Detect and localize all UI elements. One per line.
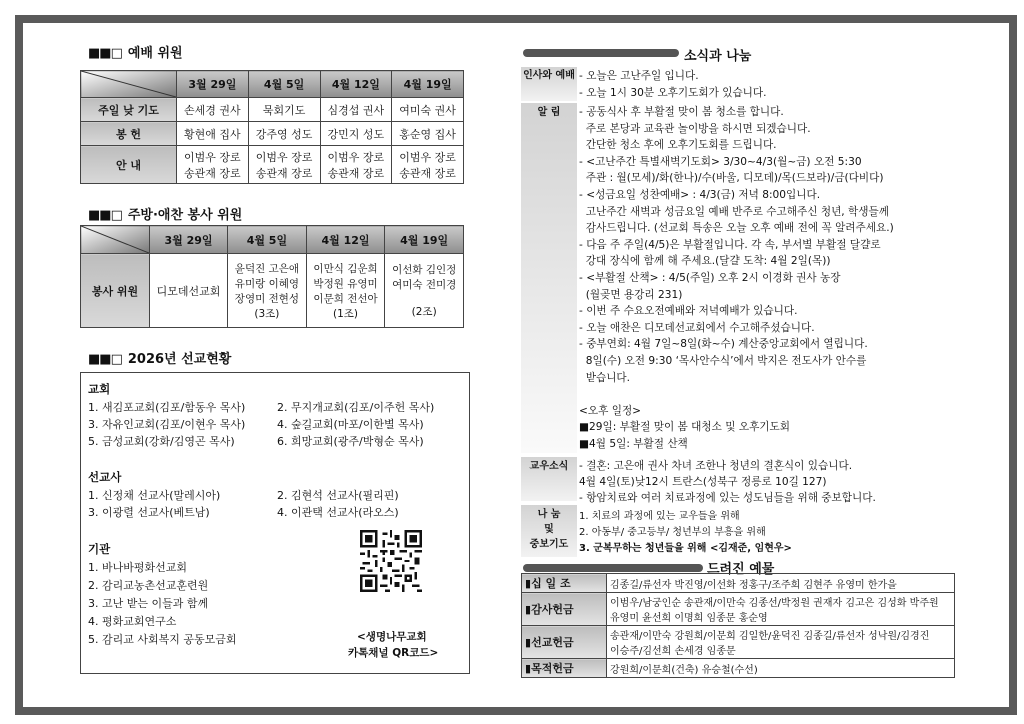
cell-line: (1조) (333, 307, 359, 320)
news-line: 3. 군복무하는 청년들을 위해 <김재준, 임현우> (579, 543, 792, 554)
date-header: 4월 5일 (248, 71, 320, 98)
notice-line: ■4월 5일: 부활절 산책 (579, 438, 688, 450)
list-item: 6. 희망교회(광주/박형순 목사) (277, 435, 424, 448)
notice-line: (월곶면 용강리 231) (579, 288, 683, 301)
notice-line: 강대 장식에 함께 해 주세요.(달걀 도착: 4월 2일(목)) (579, 255, 831, 268)
cell: 디모데선교회 (150, 254, 228, 328)
notice-line: <오후 일정> (579, 404, 642, 417)
qr-code-icon[interactable] (360, 530, 422, 592)
date-header: 4월 5일 (228, 226, 307, 254)
cell: 심경섭 권사 (320, 98, 392, 122)
cell: 손세경 권사 (177, 98, 249, 122)
cell (607, 593, 955, 626)
news-line: - 결혼: 고은애 권사 차녀 조한나 청년의 결혼식이 있습니다. (579, 460, 853, 472)
list-item: 2. 김현석 선교사(필리핀) (277, 489, 399, 502)
cell (607, 659, 955, 678)
cell (607, 574, 955, 593)
list-item: 1. 바나바평화선교회 (88, 561, 187, 574)
mission-title: ■■□ 2026년 선교현황 (88, 352, 232, 367)
row-label: 안 내 (81, 146, 177, 184)
date-header: 4월 19일 (392, 71, 464, 98)
notice-line: - 공동식사 후 부활절 맞이 봄 청소를 합니다. (579, 106, 784, 118)
list-item: 1. 신정채 선교사(말레시아) (88, 489, 221, 502)
notice-line: 주로 본당과 교육관 놀이방을 하시면 되겠습니다. (579, 122, 811, 135)
title-bar (523, 564, 703, 572)
prayer-label-line: 및 (544, 524, 554, 535)
news-line: - 항암치료와 여러 치료과정에 있는 성도님들을 위해 중보합니다. (579, 492, 876, 504)
table-corner (81, 226, 150, 254)
church-heading: 교회 (88, 382, 111, 396)
prayer-label-line: 중보기도 (529, 539, 569, 550)
news-line: - 오늘은 고난주일 입니다. (579, 70, 699, 82)
list-item: 4. 이관택 선교사(라오스) (277, 506, 399, 519)
greet-label: 인사와 예배 (521, 67, 577, 101)
cell-line: 강원희/이문희(건축) 유승철(수선) (610, 664, 758, 676)
notice-line: - 다음 주 주일(4/5)은 부활절입니다. 각 속, 부서별 부활절 달걀로 (579, 238, 881, 251)
kitchen-title: ■■□ 주방·애찬 봉사 위원 (88, 208, 243, 223)
cell-line: (2조) (411, 306, 437, 318)
notice-line: 간단한 청소 후에 오후기도회를 드립니다. (579, 139, 777, 152)
qr-caption: <생명나무교회 (357, 631, 427, 643)
list-item: 3. 자유인교회(김포/이현우 목사) (88, 418, 246, 431)
news-line: 4월 4일(토)낮12시 트란스(성북구 정릉로 10길 127) (579, 476, 827, 488)
notice-line: 주관 : 월(모세)/화(한나)/수(바울, 디모데)/목(드보라)/금(다비다) (579, 172, 884, 185)
notice-line: - <성금요일 성찬예배> : 4/3(금) 저녁 8:00입니다. (579, 189, 821, 201)
cell (320, 146, 392, 184)
cell (248, 146, 320, 184)
cell (392, 146, 464, 184)
news-line: 1. 치료의 과정에 있는 교우들을 위해 (579, 511, 740, 522)
cell: 여미숙 권사 (392, 98, 464, 122)
notice-line: 8일(수) 오전 9:30 ‘목사안수식’에서 박지은 전도사가 안수를 (579, 355, 867, 367)
list-item: 5. 감리교 사회복지 공동모금회 (88, 633, 237, 646)
cell (306, 254, 385, 328)
row-label: ▮선교헌금 (522, 626, 607, 659)
list-item: 3. 이광렬 선교사(베트남) (88, 506, 210, 519)
offering-table (521, 573, 955, 678)
cell-line: 이승주/김선희 손세경 임종문 (610, 646, 736, 657)
offering-title: 드려진 예물 (707, 562, 775, 577)
cell-line: 유영미 윤선희 이명희 임종문 홍순영 (610, 613, 768, 624)
list-item: 3. 고난 받는 이들과 함께 (88, 597, 209, 610)
cell-line: (3조) (254, 307, 280, 320)
qr-caption: 카톡채널 QR코드> (348, 647, 439, 659)
cell-line: 유미랑 이혜영 (234, 277, 299, 290)
cell: 묵회기도 (248, 98, 320, 122)
cell (228, 254, 307, 328)
row-label: ▮십 일 조 (522, 574, 607, 593)
cell-line: 장영미 전현성 (234, 292, 299, 305)
cell-line: 윤덕진 고은애 (234, 262, 299, 275)
cell-line: 송관재/이만숙 강원희/이문희 김일한/윤덕진 김종길/류선자 성낙원/김경진 (610, 631, 930, 642)
prayer-label (521, 505, 577, 557)
notice-label: 알 림 (521, 103, 577, 453)
cell-line: 김종길/류선자 박진영/이선화 정홍구/조주희 김현주 유영미 한가을 (610, 579, 897, 591)
title-bar (523, 49, 679, 57)
prayer-label-line: 나 눔 (537, 509, 561, 520)
notice-line: - <고난주간 특별새벽기도회> 3/30~4/3(월~금) 오전 5:30 (579, 155, 862, 168)
cell-line (385, 292, 463, 304)
date-header: 3월 29일 (150, 226, 228, 254)
cell-line: 송관재 장로 (327, 166, 385, 180)
notice-line: 감사드립니다. (선교회 특송은 오늘 오후 예배 전에 꼭 알려주세요.) (579, 222, 894, 235)
list-item: 4. 숲길교회(마포/이한별 목사) (277, 418, 424, 431)
kitchen-table (80, 225, 464, 328)
news-line: - 오늘 1시 30분 오후기도회가 있습니다. (579, 87, 767, 99)
cell-line: 이범우 장로 (255, 150, 313, 164)
date-header: 3월 29일 (177, 71, 249, 98)
row-label: ▮목적헌금 (522, 659, 607, 678)
cell-line: 송관재 장로 (184, 166, 241, 180)
cell: 강주영 성도 (248, 122, 320, 146)
cell-line: 이문희 전선아 (313, 292, 378, 305)
cell-line: 이만식 김운희 (313, 262, 378, 275)
missionary-heading: 선교사 (88, 470, 122, 484)
cell: 황현애 집사 (177, 122, 249, 146)
notice-line: ■29일: 부활절 맞이 봄 대청소 및 오후기도회 (579, 421, 790, 434)
list-item: 4. 평화교회연구소 (88, 615, 177, 628)
list-item: 2. 무지개교회(김포/이주헌 목사) (277, 401, 435, 414)
cell (177, 146, 249, 184)
cell-line: 박정원 유영미 (313, 277, 378, 290)
table-corner (81, 71, 177, 98)
list-item: 1. 새김포교회(김포/함동우 목사) (88, 401, 246, 414)
member-label: 교우소식 (521, 457, 577, 501)
list-item: 2. 감리교농촌선교훈련원 (88, 579, 209, 592)
worship-title: ■■□ 예배 위원 (88, 46, 183, 61)
date-header: 4월 12일 (306, 226, 385, 254)
cell-line: 이범우 장로 (399, 150, 456, 164)
row-label: 봉 헌 (81, 122, 177, 146)
row-label: ▮감사헌금 (522, 593, 607, 626)
cell-line: 송관재 장로 (399, 166, 456, 180)
news-title: 소식과 나눔 (684, 49, 752, 64)
org-heading: 기관 (88, 542, 111, 556)
cell: 강민지 성도 (320, 122, 392, 146)
news-line: 2. 아동부/ 중고등부/ 청년부의 부흥을 위해 (579, 527, 766, 538)
cell-line: 이선화 김인정 (392, 264, 457, 276)
mission-box (80, 372, 470, 674)
worship-table (80, 70, 464, 184)
notice-line: - 오늘 애찬은 디모데선교회에서 수고해주셨습니다. (579, 321, 815, 334)
cell-line: 이범우/남궁인순 송관재/이만숙 김종선/박정원 권재자 김고은 김성화 박주원 (610, 598, 939, 609)
notice-line: - 중부연회: 4월 7일~8일(화~수) 계산중앙교회에서 열립니다. (579, 338, 868, 351)
list-item: 5. 금성교회(강화/김영곤 목사) (88, 435, 235, 448)
cell: 홍순영 집사 (392, 122, 464, 146)
date-header: 4월 19일 (385, 226, 464, 254)
cell (607, 626, 955, 659)
cell-line: 송관재 장로 (255, 166, 313, 180)
cell-line: 이범우 장로 (327, 150, 385, 164)
cell (385, 254, 464, 328)
notice-line: 받습니다. (579, 371, 631, 384)
cell-line: 여미숙 전미경 (392, 279, 457, 291)
row-label: 주일 낮 기도 (81, 98, 177, 122)
notice-line: 고난주간 새벽과 성금요일 예배 반주로 수고해주신 청년, 학생들께 (579, 205, 889, 218)
date-header: 4월 12일 (320, 71, 392, 98)
notice-line: - <부활절 산책> : 4/5(주일) 오후 2시 이경화 권사 농장 (579, 272, 841, 284)
row-label: 봉사 위원 (81, 254, 150, 328)
notice-line: - 이번 주 수요오전예배와 저녁예배가 있습니다. (579, 305, 798, 318)
cell-line: 이범우 장로 (184, 150, 241, 164)
